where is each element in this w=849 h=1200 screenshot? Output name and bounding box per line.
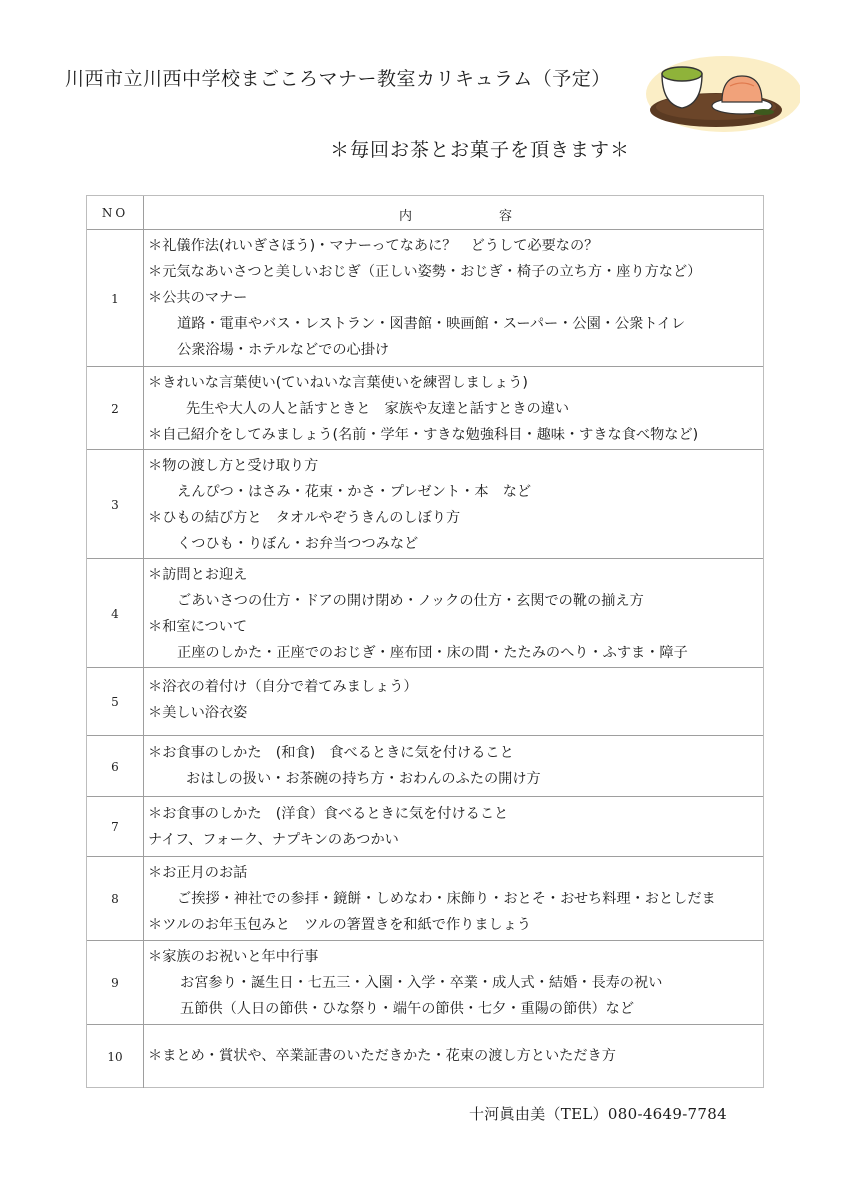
content-line: 先生や大人の人と話すときと 家族や友達と話すときの違い — [186, 401, 570, 417]
content-line: ＊ひもの結び方と タオルやぞうきんのしぼり方 — [148, 510, 461, 526]
row-content — [144, 941, 763, 1025]
table-row — [87, 735, 763, 797]
content-line: ＊元気なあいさつと美しいおじぎ（正しい姿勢・おじぎ・椅子の立ち方・座り方など） — [148, 264, 702, 280]
column-header-no: NO — [87, 196, 144, 229]
row-number: 8 — [87, 857, 144, 941]
content-line: 道路・電車やバス・レストラン・図書館・映画館・スーパー・公園・公衆トイレ — [177, 316, 686, 332]
content-line: ＊お食事のしかた (和食) 食べるときに気を付けること — [148, 745, 514, 761]
content-line: ＊自己紹介をしてみましょう(名前・学年・すきな勉強科目・趣味・すきな食べ物など) — [148, 427, 699, 443]
content-line: おはしの扱い・お茶碗の持ち方・おわんのふたの開け方 — [186, 771, 541, 787]
page-subtitle: ＊毎回お茶とお菓子を頂きます＊ — [330, 139, 631, 161]
table-row — [87, 449, 763, 559]
row-number: 5 — [87, 668, 144, 736]
content-line: ＊和室について — [148, 619, 248, 635]
content-line: ごあいさつの仕方・ドアの開け閉め・ノックの仕方・玄関での靴の揃え方 — [177, 593, 644, 609]
table-row — [87, 667, 763, 736]
contact-info: 十河眞由美（TEL）080-4649-7784 — [469, 1105, 727, 1123]
column-header-content — [144, 196, 763, 229]
page-title: 川西市立川西中学校まごころマナー教室カリキュラム（予定） — [65, 68, 611, 90]
content-line: ＊お食事のしかた (洋食）食べるときに気を付けること — [148, 806, 509, 822]
row-content — [144, 797, 763, 857]
row-content — [144, 367, 763, 450]
curriculum-table — [86, 195, 764, 1088]
content-line: ＊浴衣の着付け（自分で着てみましょう） — [148, 679, 418, 695]
row-number: 9 — [87, 941, 144, 1025]
row-content — [144, 450, 763, 559]
content-line: ＊まとめ・賞状や、卒業証書のいただきかた・花束の渡し方といただき方 — [148, 1048, 616, 1064]
content-line: ＊美しい浴衣姿 — [148, 705, 248, 721]
table-row — [87, 940, 763, 1025]
column-header-content-a: 内 — [399, 209, 413, 224]
row-number: 10 — [87, 1025, 144, 1088]
content-line: ＊お正月のお話 — [148, 865, 248, 881]
table-row — [87, 1024, 763, 1088]
content-line: くつひも・りぼん・お弁当つつみなど — [177, 536, 419, 552]
table-row — [87, 856, 763, 941]
content-line: ＊きれいな言葉使い(ていねいな言葉使いを練習しましょう) — [148, 375, 528, 391]
table-header-row — [87, 196, 763, 229]
content-line: ＊家族のお祝いと年中行事 — [148, 949, 319, 965]
content-line: ご挨拶・神社での参拝・鏡餅・しめなわ・床飾り・おとそ・おせち料理・おとしだま — [177, 891, 716, 907]
content-line: 正座のしかた・正座でのおじぎ・座布団・床の間・たたみのへり・ふすま・障子 — [177, 645, 688, 661]
row-content — [144, 559, 763, 668]
table-row — [87, 558, 763, 668]
content-line: 五節供（人日の節供・ひな祭り・端午の節供・七夕・重陽の節供）など — [180, 1001, 635, 1017]
table-row — [87, 366, 763, 450]
row-number: 6 — [87, 736, 144, 797]
row-number: 3 — [87, 450, 144, 559]
row-content — [144, 230, 763, 367]
content-line: えんぴつ・はさみ・花束・かさ・プレゼント・本 など — [177, 484, 532, 500]
content-line: ＊ツルのお年玉包みと ツルの箸置きを和紙で作りましょう — [148, 917, 532, 933]
table-row — [87, 796, 763, 857]
row-content — [144, 668, 763, 736]
content-line: ＊物の渡し方と受け取り方 — [148, 458, 319, 474]
row-content — [144, 1025, 763, 1088]
content-line: ＊公共のマナー — [148, 290, 248, 306]
content-line: 公衆浴場・ホテルなどでの心掛け — [177, 342, 390, 358]
column-header-content-b: 容 — [499, 209, 513, 224]
row-number: 2 — [87, 367, 144, 450]
content-line: お宮参り・誕生日・七五三・入園・入学・卒業・成人式・結婚・長寿の祝い — [180, 975, 663, 991]
row-content — [144, 857, 763, 941]
row-content — [144, 736, 763, 797]
table-row — [87, 229, 763, 367]
content-line: ナイフ、フォーク、ナプキンのあつかい — [148, 832, 399, 848]
row-number: 4 — [87, 559, 144, 668]
tea-and-sweets-icon — [640, 48, 800, 133]
content-line: ＊礼儀作法(れいぎさほう)・マナーってなあに？ どうして必要なの？ — [148, 238, 599, 254]
content-line: ＊訪問とお迎え — [148, 567, 248, 583]
row-number: 1 — [87, 230, 144, 367]
row-number: 7 — [87, 797, 144, 857]
